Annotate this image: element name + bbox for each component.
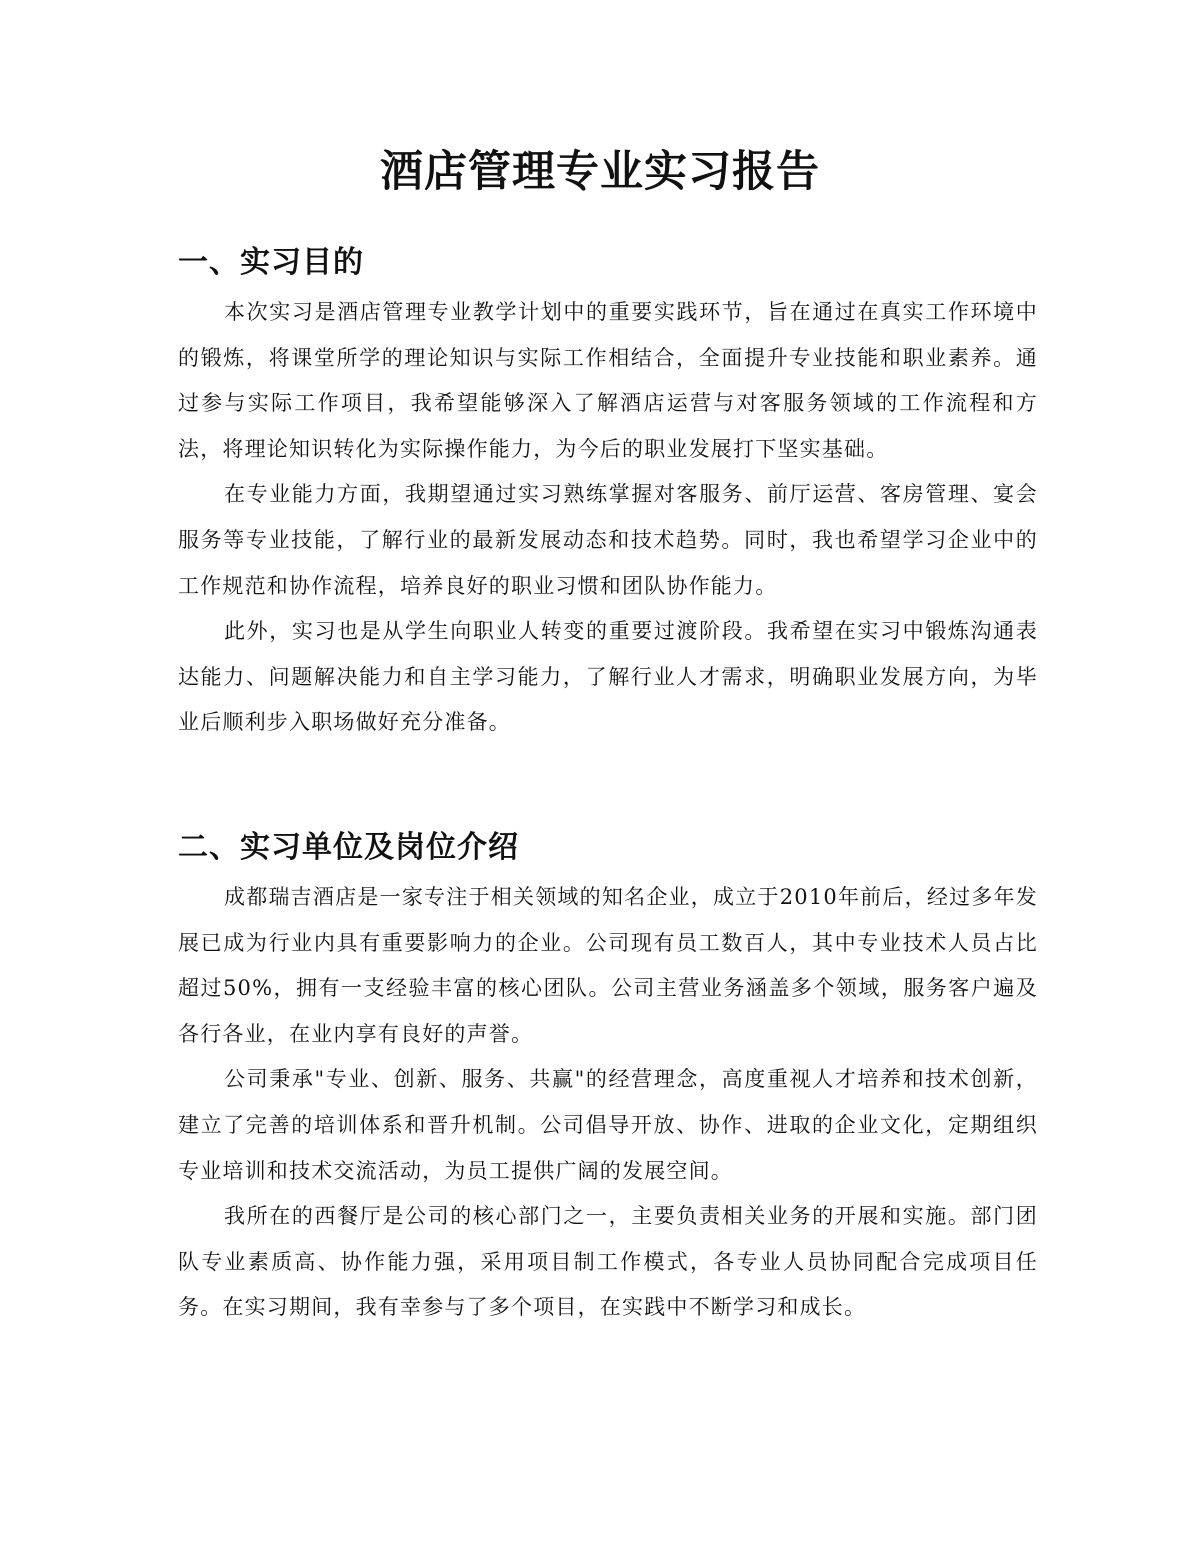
section-heading: 二、实习单位及岗位介绍 xyxy=(178,830,519,865)
paragraph: 本次实习是酒店管理专业教学计划中的重要实践环节，旨在通过在真实工作环境中的锻炼，将课堂所学的理论知识与实际工作相结合，全面提升专业技能和职业素养。通过参与实际工作项目，我希望能够深入了解酒店运营与对客服务领域的工作流程和方法，将理论知识转化为实际操作能力，为今后的职业发展打下坚实基础。 xyxy=(178,300,1038,461)
document-title: 酒店管理专业实习报告 xyxy=(380,147,820,197)
paragraph: 在专业能力方面，我期望通过实习熟练掌握对客服务、前厅运营、客房管理、宴会服务等专业技能，了解行业的最新发展动态和技术趋势。同时，我也希望学习企业中的工作规范和协作流程，培养良好的职业习惯和团队协作能力。 xyxy=(178,482,1038,598)
paragraph: 成都瑞吉酒店是一家专注于相关领域的知名企业，成立于2010年前后，经过多年发展已成为行业内具有重要影响力的企业。公司现有员工数百人，其中专业技术人员占比超过50%，拥有一支经验丰富的核心团队。公司主营业务涵盖多个领域，服务客户遍及各行各业，在业内享有良好的声誉。 xyxy=(178,885,1038,1046)
paragraph: 此外，实习也是从学生向职业人转变的重要过渡阶段。我希望在实习中锻炼沟通表达能力、问题解决能力和自主学习能力，了解行业人才需求，明确职业发展方向，为毕业后顺利步入职场做好充分准备。 xyxy=(178,619,1038,735)
section-company-introduction xyxy=(178,823,1038,1331)
section-heading: 一、实习目的 xyxy=(178,245,364,280)
paragraph: 我所在的西餐厅是公司的核心部门之一，主要负责相关业务的开展和实施。部门团队专业素质高、协作能力强，采用项目制工作模式，各专业人员协同配合完成项目任务。在实习期间，我有幸参与了多个项目，在实践中不断学习和成长。 xyxy=(178,1204,1038,1320)
section-internship-purpose xyxy=(178,238,1038,746)
paragraph: 公司秉承"专业、创新、服务、共赢"的经营理念，高度重视人才培养和技术创新，建立了完善的培训体系和晋升机制。公司倡导开放、协作、进取的企业文化，定期组织专业培训和技术交流活动，为员工提供广阔的发展空间。 xyxy=(178,1067,1038,1183)
